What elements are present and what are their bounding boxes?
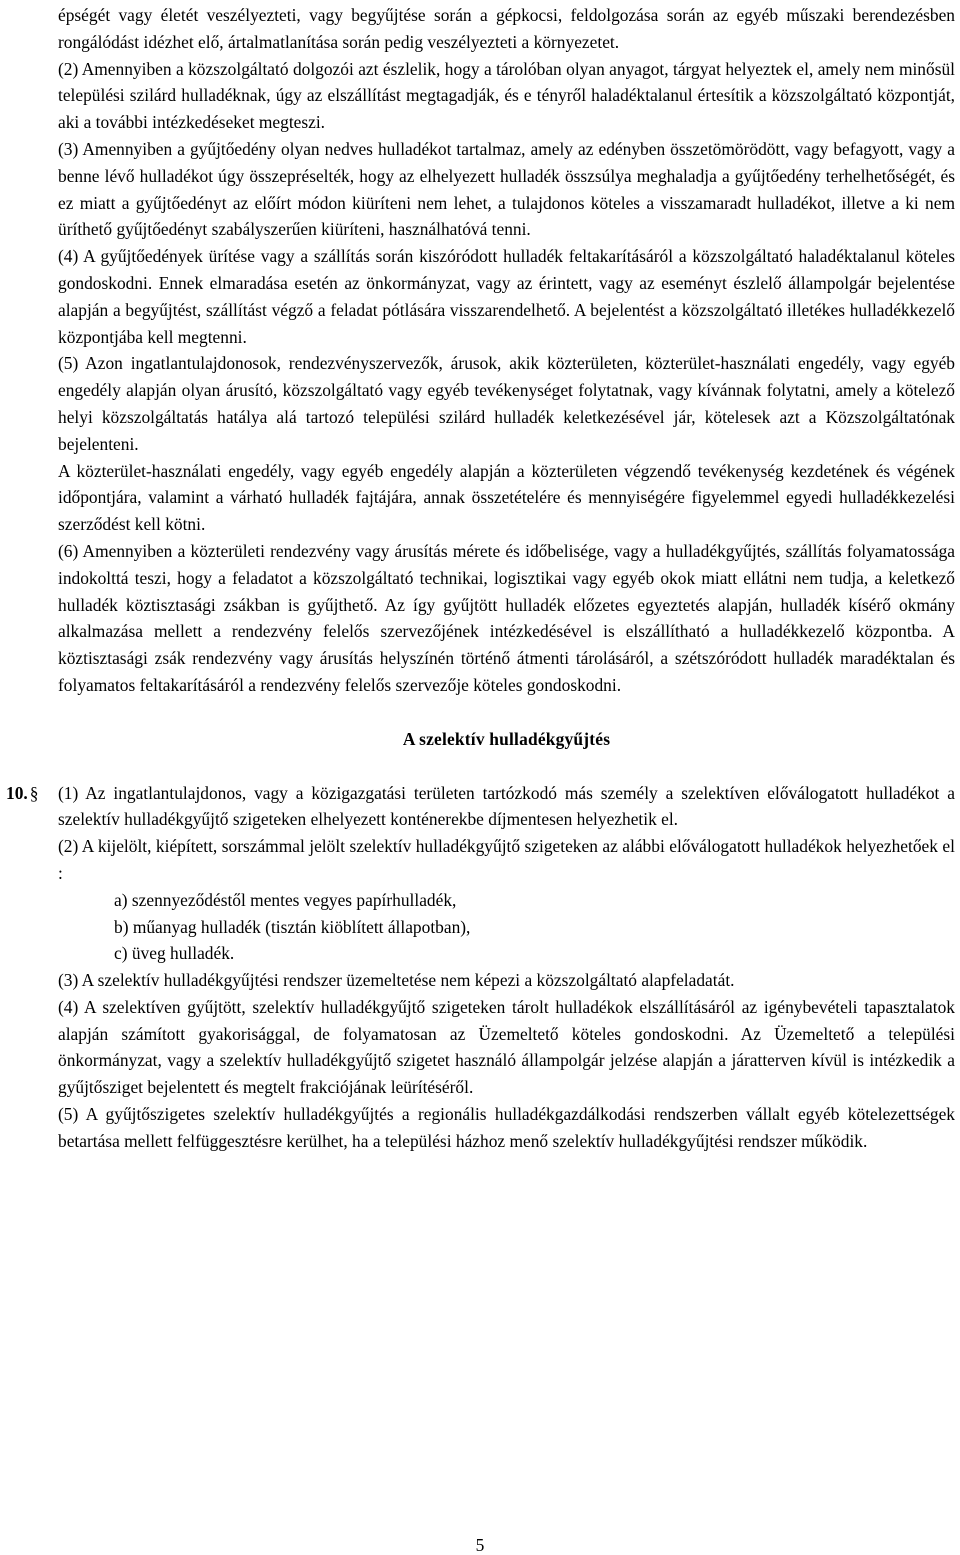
page-number: 5 [475,1535,485,1555]
paragraph-5: (5) Azon ingatlantulajdonosok, rendezvényszervezők, árusok, akik közterületen, közterület-használati engedély, vagy egyéb engedély alapján olyan árusító, közszolgáltató vagy egyéb tevékenységet folytatnak, vagy kívánnak folytatni, amely a kötelező helyi közszolgáltatás hatálya alá tartozó települési szilárd hulladék keletkezésével jár, kötelesek azt a Közszolgáltatónak bejelenteni. [58,353,955,454]
paragraph-6: (6) Amennyiben a közterületi rendezvény vagy árusítás mérete és időbelisége, vagy a hulladékgyűjtés, szállítás folyamatossága indokolttá teszi, hogy a feladatot a közszolgáltató technikai, logisztikai vagy egyéb okok miatt ellátni nem tudja, a keletkező hulladék köztisztasági zsákban is gyűjthető. Az így gyűjtött hulladék előzetes egyeztetés alapján, hulladék kísérő okmány alkalmazása mellett a rendezvény felelős szervezőjének intézkedésével is elszállítható a hulladékkezelő központba. A köztisztasági zsák rendezvény vagy árusítás helyszínén történő átmenti tárolásáról, a szétszóródott hulladék maradéktalan és folyamatos feltakarításáról a rendezvény felelős szervezője köteles gondoskodni. [58,540,955,695]
section-paragraph-1: (1) Az ingatlantulajdonos, vagy a közigazgatási területen tartózkodó más személy a szelektíven előválogatott hulladékot a szelektív hulladékgyűjtő szigeteken elhelyezett konténerekbe díjmentesen helyezhetik el. [58,782,955,830]
paragraph-3: (3) Amennyiben a gyűjtőedény olyan nedves hulladékot tartalmaz, amely az edényben összetömörödött, vagy befagyott, vagy a benne lévő hulladékot úgy összepréselték, hogy az elhelyezett hulladék összsúlya meghaladja a gyűjtőedény terhelhetőségét, és ez miatt a gyűjtőedényt az előírt módon kiüríteni nem lehet, a tulajdonos köteles a visszamaradt hulladékot, illetve a ki nem üríthető gyűjtőedényt szabályszerűen kiüríteni, használhatóvá tenni. [58,138,955,240]
paragraph-continued: épségét vagy életét veszélyezteti, vagy begyűjtése során a gépkocsi, feldolgozása során az egyéb műszaki berendezésben rongálódást idézhet elő, ártalmatlanítása során pedig veszélyezteti a környezetet. [58,5,955,52]
paragraph-sign: § [29,782,39,803]
list-item-c: c) üveg hulladék. [114,943,235,964]
section-paragraph-4: (4) A szelektíven gyűjtött, szelektív hulladékgyűjtő szigeteken tárolt hulladékok elszállításáról az igénybevételi tapasztalatok alapján számított gyakorisággal, de folyamatosan az Üzemeltető köteles gondoskodni. Az Üzemeltető a települési önkormányzat, vagy a szelektív hulladékgyűjtő szigetet használó állampolgár jelzése alapján a járatterven kívül is intézkedik a gyűjtősziget bejelentett és megtelt frakciójának leürítéséről. [58,996,955,1098]
section-10 [6,780,955,1155]
section-number [6,780,38,807]
section-paragraph-5: (5) A gyűjtőszigetes szelektív hulladékgyűjtés a regionális hulladékgazdálkodási rendszerben vállalt egyéb kötelezettségek betartása mellett felfüggesztésre kerülhet, ha a települési házhoz menő szelektív hulladékgyűjtési rendszer működik. [58,1104,955,1151]
paragraph-4: (4) A gyűjtőedények ürítése vagy a szállítás során kiszóródott hulladék feltakarításáról a közszolgáltató haladéktalanul köteles gondoskodni. Ennek elmaradása esetén az önkormányzat, vagy az érintett, vagy az eseményt észlelő állampolgár bejelentése alapján a begyűjtést, szállítást végző a feladat pótlására visszarendelhető. A bejelentést a közszolgáltató illetékes hulladékkezelő központjába kell megtenni. [58,246,955,347]
paragraph-2: (2) Amennyiben a közszolgáltató dolgozói azt észlelik, hogy a tárolóban olyan anyagot, tárgyat helyeztek el, amely nem minősül települési szilárd hulladéknak, úgy az elszállítást megtagadják, és e tényről haladéktalanul értesítik a közszolgáltató központját, aki a további intézkedéseket megteszi. [58,58,955,133]
document-page [6,2,955,1155]
paragraph-5-continued: A közterület-használati engedély, vagy egyéb engedély alapján a közterületen végzendő tevékenység kezdetének és végének időpontjára, valamint a várható hulladék fajtájára, annak összetételére és mennyiségére figyelemmel egyedi hulladékkezelési szerződést kell kötni. [58,460,955,535]
list-item-b: b) műanyag hulladék (tisztán kiöblített állapotban), [114,916,471,937]
section-paragraph-2: (2) A kijelölt, kiépített, sorszámmal jelölt szelektív hulladékgyűjtő szigeteken az alábbi előválogatott hulladékok helyezhetőek el : [58,836,955,883]
section-number-text: 10. [6,782,28,803]
section-paragraph-3: (3) A szelektív hulladékgyűjtési rendszer üzemeltetése nem képezi a közszolgáltató alapfeladatát. [58,970,735,991]
section-heading: A szelektív hulladékgyűjtés [402,728,611,749]
list-item-a: a) szennyeződéstől mentes vegyes papírhulladék, [114,889,457,910]
